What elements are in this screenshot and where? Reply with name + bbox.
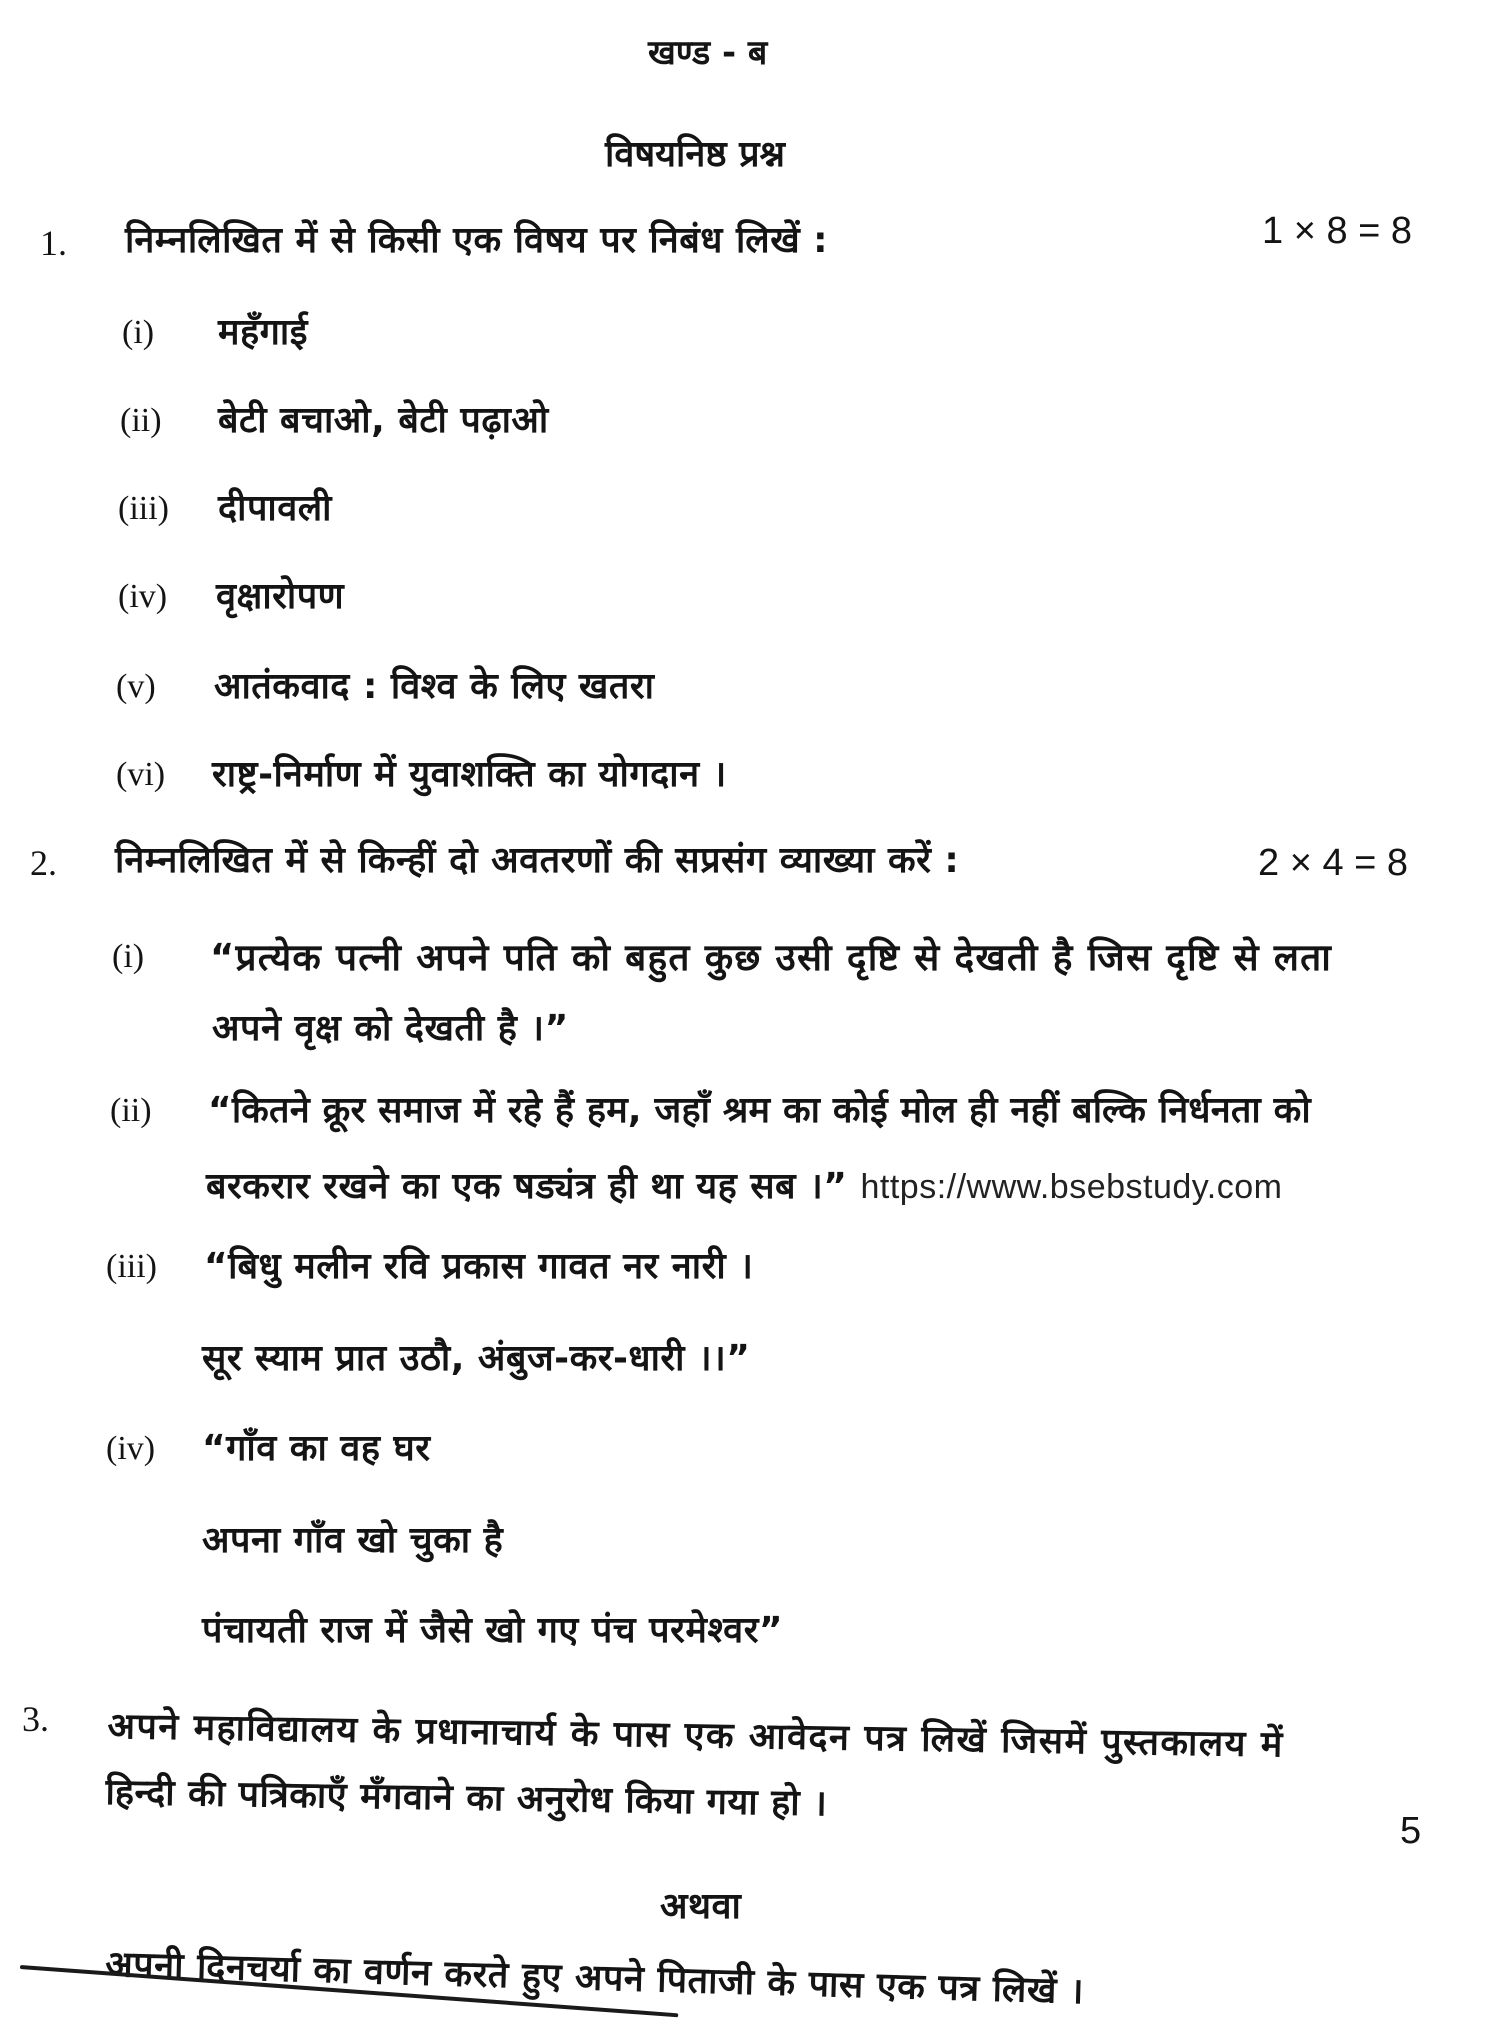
question-text: निम्नलिखित में से किन्हीं दो अवतरणों की सप्रसंग व्याख्या करें : bbox=[115, 840, 960, 881]
watermark-url: https://www.bsebstudy.com bbox=[860, 1168, 1283, 1206]
section-subtitle: विषयनिष्ठ प्रश्न bbox=[605, 134, 786, 175]
passage-line: “बिधु मलीन रवि प्रकास गावत नर नारी । bbox=[204, 1246, 754, 1287]
passage-line: “कितने क्रूर समाज में रहे हैं हम, जहाँ श्रम का कोई मोल ही नहीं बल्कि निर्धनता को bbox=[208, 1090, 1311, 1131]
question-number: 2. bbox=[30, 843, 57, 883]
option-label: (ii) bbox=[110, 1092, 152, 1129]
passage-line: अपना गाँव खो चुका है bbox=[202, 1520, 504, 1561]
essay-topic: बेटी बचाओ, बेटी पढ़ाओ bbox=[218, 400, 549, 441]
option-label: (iii) bbox=[106, 1248, 157, 1285]
question-number: 1. bbox=[40, 223, 67, 263]
passage-line: “प्रत्येक पत्नी अपने पति को बहुत कुछ उसी दृष्टि से देखती है जिस दृष्टि से लता bbox=[210, 936, 1333, 979]
section-heading: खण्ड - ब bbox=[648, 33, 768, 73]
alternative-question-text: अपनी दिनचर्या का वर्णन करते हुए अपने पिताजी के पास एक पत्र लिखें । bbox=[104, 1943, 1085, 2013]
essay-topic: राष्ट्र-निर्माण में युवाशक्ति का योगदान । bbox=[212, 754, 727, 795]
essay-topic: महँगाई bbox=[218, 312, 308, 353]
passage-line bbox=[206, 1160, 1282, 1209]
option-label: (iv) bbox=[106, 1430, 156, 1467]
question-marks: 5 bbox=[1400, 1810, 1422, 1852]
question-text: निम्नलिखित में से किसी एक विषय पर निबंध लिखें : bbox=[125, 220, 829, 261]
option-label: (iii) bbox=[118, 490, 169, 527]
passage-line: अपने वृक्ष को देखती है ।” bbox=[212, 1008, 569, 1049]
passage-text: बरकरार रखने का एक षड्यंत्र ही था यह सब ।” bbox=[206, 1166, 848, 1207]
option-label: (ii) bbox=[120, 402, 162, 439]
essay-topic: आतंकवाद : विश्व के लिए खतरा bbox=[214, 666, 655, 707]
option-label: (v) bbox=[116, 668, 156, 705]
option-label: (i) bbox=[122, 314, 155, 351]
question-marks: 2 × 4 = 8 bbox=[1258, 842, 1409, 884]
question-number: 3. bbox=[22, 1699, 49, 1739]
passage-line: पंचायती राज में जैसे खो गए पंच परमेश्वर” bbox=[202, 1610, 784, 1651]
question-marks: 1 × 8 = 8 bbox=[1262, 210, 1413, 252]
question-text-line: हिन्दी की पत्रिकाएँ मँगवाने का अनुरोध किया गया हो । bbox=[105, 1771, 828, 1825]
alternative-label: अथवा bbox=[660, 1886, 742, 1927]
option-label: (vi) bbox=[116, 756, 166, 793]
passage-line: “गाँव का वह घर bbox=[202, 1428, 431, 1469]
essay-topic: दीपावली bbox=[218, 488, 332, 529]
option-label: (i) bbox=[112, 938, 145, 975]
passage-line: सूर स्याम प्रात उठौ, अंबुज-कर-धारी ।।” bbox=[202, 1338, 751, 1379]
essay-topic: वृक्षारोपण bbox=[216, 576, 345, 617]
option-label: (iv) bbox=[118, 578, 168, 615]
question-text-line: अपने महाविद्यालय के प्रधानाचार्य के पास एक आवेदन पत्र लिखें जिसमें पुस्तकालय में bbox=[107, 1705, 1285, 1766]
